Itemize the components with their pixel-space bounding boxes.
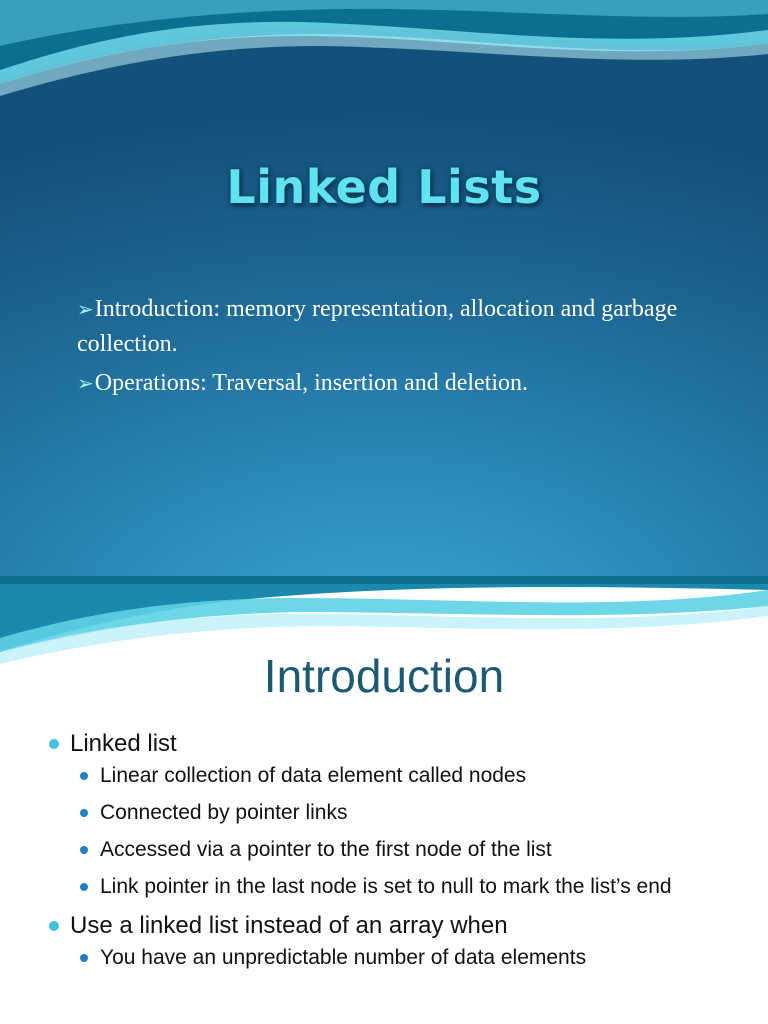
- small-circle-bullet-icon: [80, 954, 88, 962]
- small-circle-bullet-icon: [80, 846, 88, 854]
- list-item: [44, 836, 754, 864]
- slide2-bullet-list: [44, 728, 754, 981]
- bullet-text: Connected by pointer links: [100, 801, 348, 824]
- slide-title: Linked Lists: [226, 160, 542, 214]
- bullet-text: Operations: Traversal, insertion and deletion.: [94, 370, 529, 396]
- slide-title: Introduction: [263, 650, 505, 702]
- list-item: [77, 366, 717, 401]
- list-item: [44, 799, 754, 827]
- list-item: [44, 728, 754, 760]
- wave-decoration: [0, 0, 768, 110]
- bullet-text: Introduction: memory representation, allocation and garbage collection.: [77, 296, 678, 357]
- list-item: [44, 762, 754, 790]
- list-item: [44, 944, 754, 972]
- bullet-text: Linear collection of data element called nodes: [100, 764, 527, 787]
- slide1-bullet-list: [77, 292, 717, 406]
- list-item: [44, 873, 754, 901]
- bullet-text: Accessed via a pointer to the first node of the list: [100, 838, 552, 861]
- bullet-text: Use a linked list instead of an array when: [70, 912, 508, 939]
- list-item: [44, 910, 754, 942]
- arrow-bullet-icon: ➢: [77, 299, 94, 321]
- circle-bullet-icon: [49, 921, 59, 931]
- small-circle-bullet-icon: [80, 809, 88, 817]
- arrow-bullet-icon: ➢: [77, 373, 94, 395]
- bullet-text: You have an unpredictable number of data elements: [100, 946, 587, 969]
- bullet-text: Link pointer in the last node is set to null to mark the list’s end: [100, 875, 672, 898]
- small-circle-bullet-icon: [80, 883, 88, 891]
- bullet-text: Linked list: [70, 730, 177, 757]
- list-item: [77, 292, 717, 361]
- small-circle-bullet-icon: [80, 772, 88, 780]
- circle-bullet-icon: [49, 739, 59, 749]
